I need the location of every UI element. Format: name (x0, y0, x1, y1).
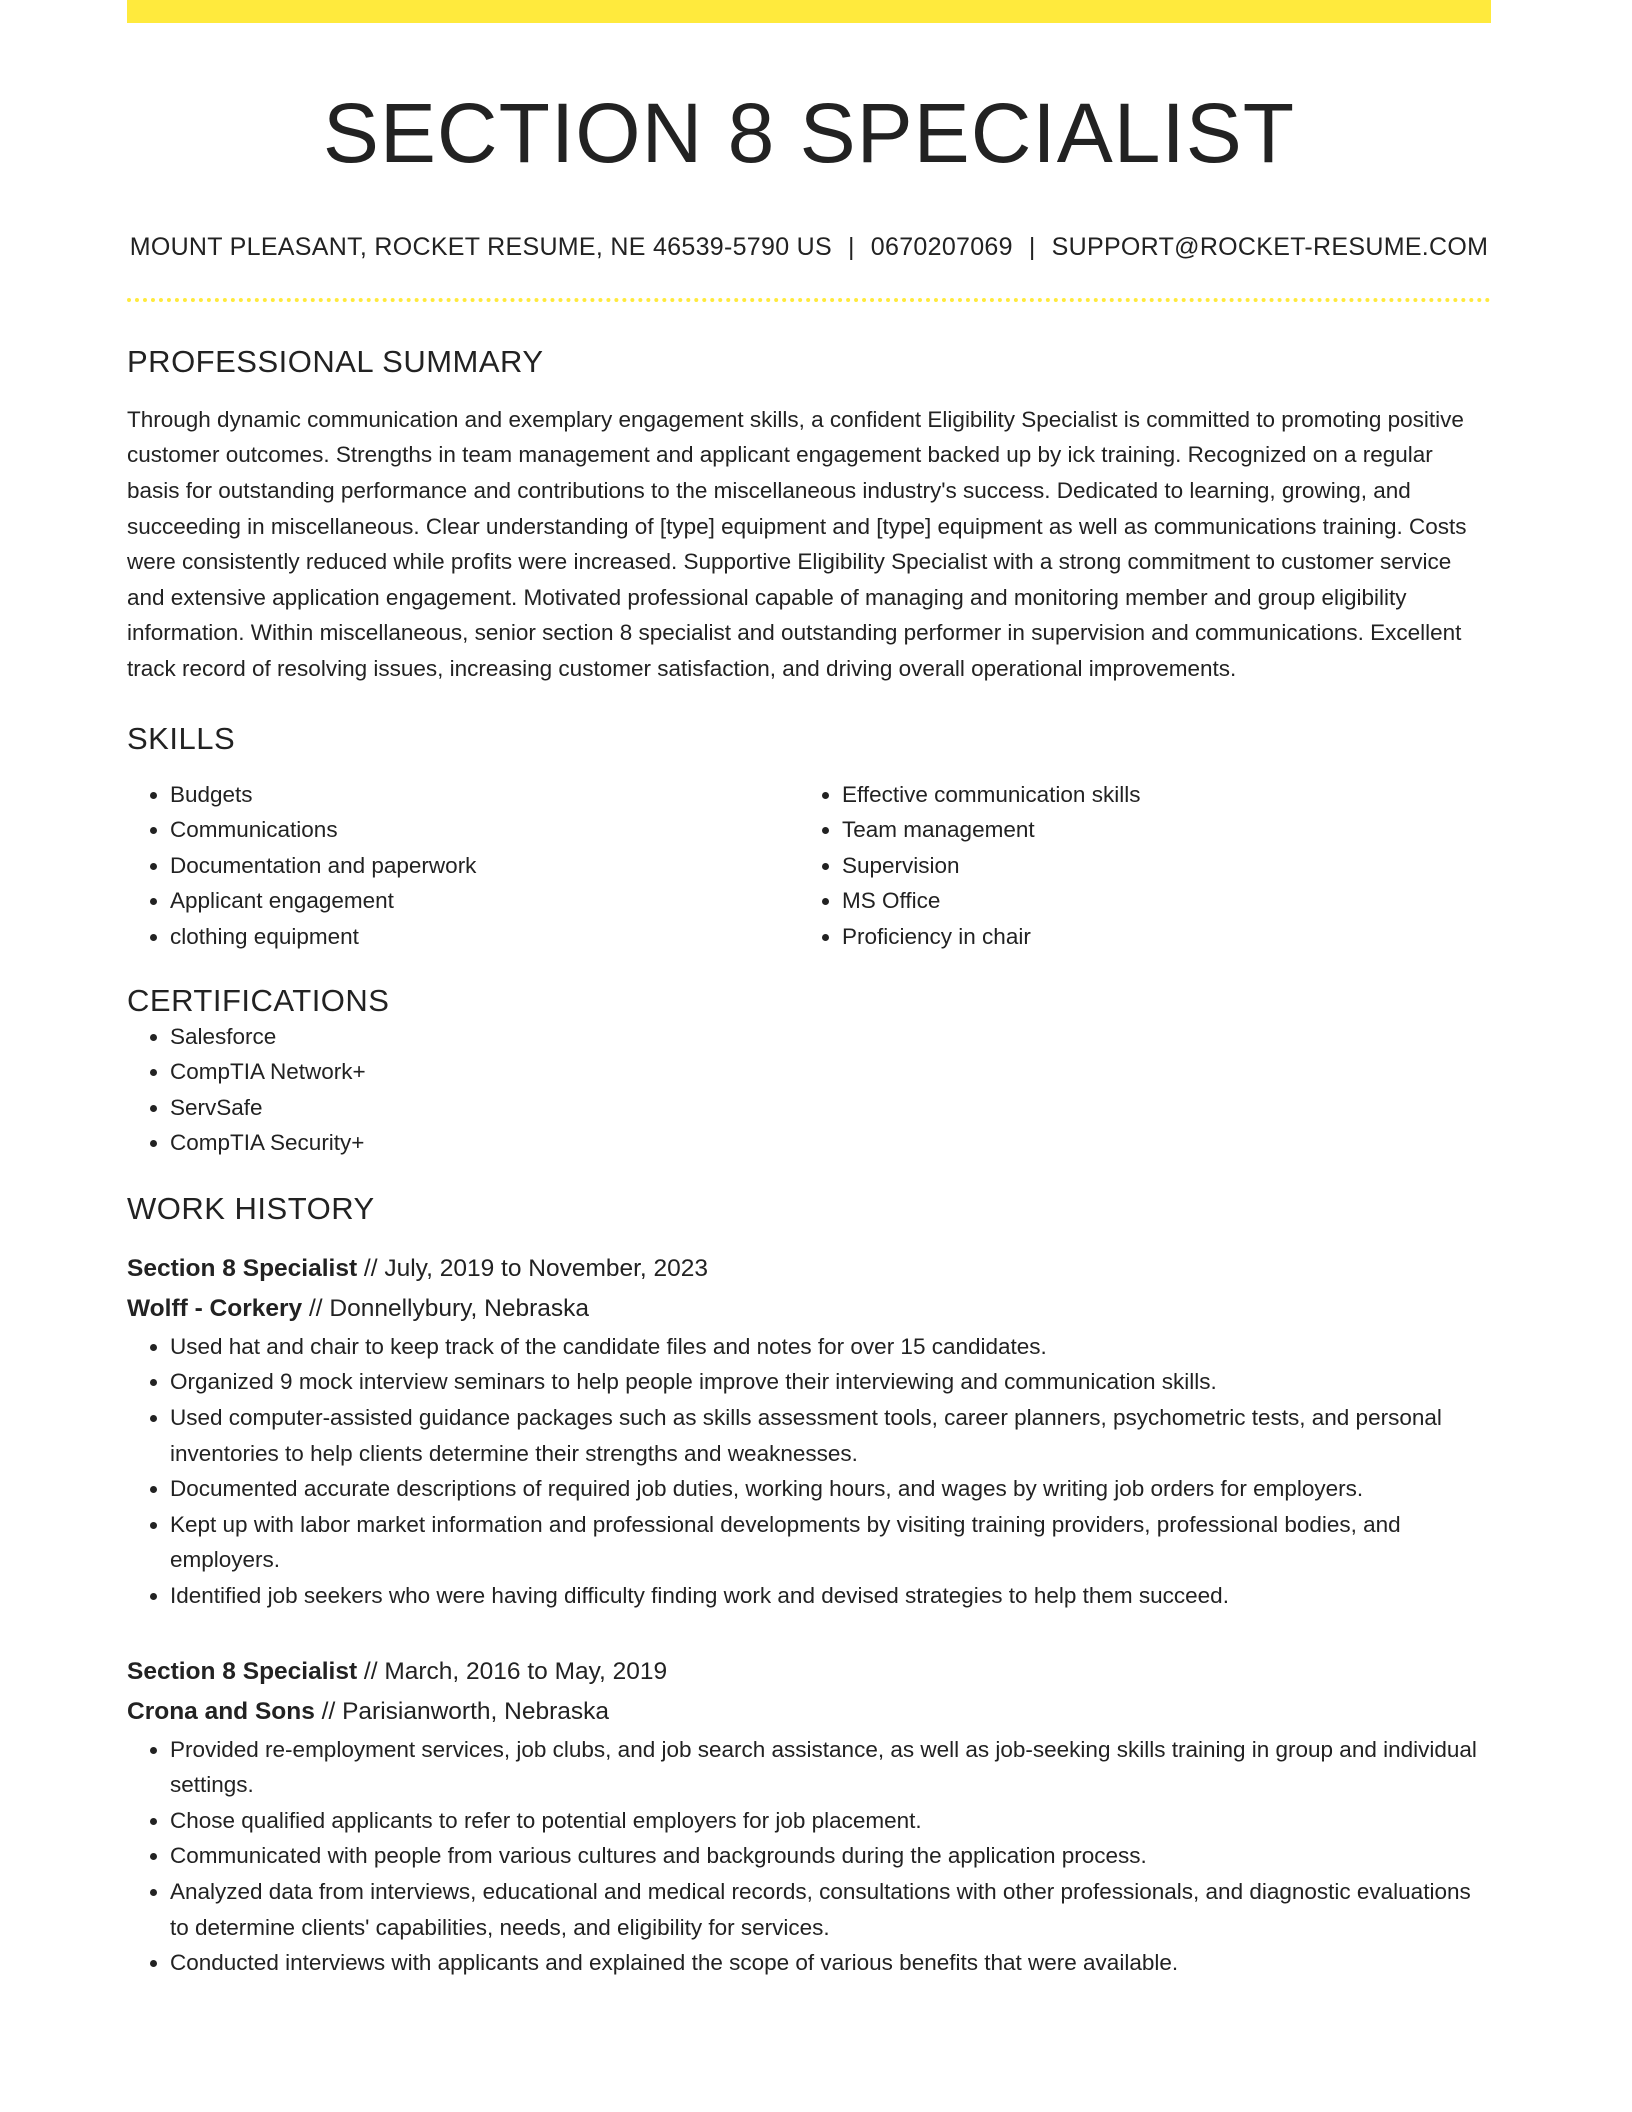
contact-email: SUPPORT@ROCKET-RESUME.COM (1051, 232, 1489, 261)
skills-column-right (799, 777, 1471, 955)
certifications-list (127, 1019, 1491, 1161)
skill-item: • Applicant engagement (170, 883, 799, 919)
job-duty-item: • Documented accurate descriptions of required job duties, working hours, and wages by writing job orders for employers. (170, 1471, 1491, 1507)
skills-heading: SKILLS (127, 720, 236, 756)
skill-item: • Documentation and paperwork (170, 848, 799, 884)
job-title-line (127, 1652, 1491, 1692)
skill-item: • Supervision (842, 848, 1471, 884)
job-company: Crona and Sons (127, 1697, 315, 1725)
job-duty-item: • Provided re-employment services, job clubs, and job search assistance, as well as job-seeking skills training in group and individual settings. (170, 1732, 1491, 1803)
job-duties-list (127, 1329, 1491, 1614)
job-duty-item: • Chose qualified applicants to refer to potential employers for job placement. (170, 1803, 1491, 1839)
skill-item: • clothing equipment (170, 919, 799, 955)
skill-item: • Team management (842, 812, 1471, 848)
job-entry (127, 1249, 1491, 1614)
skill-item: • Proficiency in chair (842, 919, 1471, 955)
job-duty-item: • Identified job seekers who were having difficulty finding work and devised strategies to help them succeed. (170, 1578, 1491, 1614)
job-dates: // July, 2019 to November, 2023 (357, 1254, 709, 1282)
job-title-line (127, 1249, 1491, 1289)
resume-page (127, 0, 1491, 1981)
resume-title: SECTION 8 SPECIALIST (322, 86, 1296, 180)
skill-item: • Effective communication skills (842, 777, 1471, 813)
certification-item: • CompTIA Network+ (170, 1054, 1491, 1090)
job-company-line (127, 1692, 1491, 1732)
job-company-line (127, 1289, 1491, 1329)
contact-separator: | (1028, 232, 1036, 261)
dotted-divider (127, 298, 1491, 302)
skill-item: • Budgets (170, 777, 799, 813)
skills-list-right (799, 777, 1471, 955)
skills-column-left (127, 777, 799, 955)
job-duties-list (127, 1732, 1491, 1981)
job-dates: // March, 2016 to May, 2019 (357, 1657, 668, 1685)
job-title: Section 8 Specialist (127, 1254, 358, 1282)
certifications-heading: CERTIFICATIONS (127, 982, 390, 1018)
skill-item: • Communications (170, 812, 799, 848)
accent-bar (127, 0, 1491, 23)
job-title: Section 8 Specialist (127, 1657, 358, 1685)
summary-heading: PROFESSIONAL SUMMARY (127, 343, 544, 379)
certification-item: • CompTIA Security+ (170, 1125, 1491, 1161)
contact-separator: | (848, 232, 855, 261)
work-history-heading: WORK HISTORY (127, 1190, 375, 1226)
job-location: // Parisianworth, Nebraska (314, 1697, 609, 1725)
job-duty-item: • Used hat and chair to keep track of the candidate files and notes for over 15 candidates. (170, 1329, 1491, 1365)
job-duty-item: • Analyzed data from interviews, educational and medical records, consultations with other professionals, and diagnostic evaluations to determine clients' capabilities, needs, and eligibility for services. (170, 1874, 1491, 1945)
job-duty-item: • Communicated with people from various cultures and backgrounds during the application process. (170, 1838, 1491, 1874)
skills-list-left (127, 777, 799, 955)
skills-grid (127, 777, 1491, 955)
job-entry (127, 1652, 1491, 1981)
contact-phone: 0670207069 (870, 232, 1013, 261)
job-location: // Donnellybury, Nebraska (302, 1294, 590, 1322)
job-duty-item: • Used computer-assisted guidance packages such as skills assessment tools, career planners, psychometric tests, and personal inventories to help clients determine their strengths and weaknesses. (170, 1400, 1491, 1471)
job-duty-item: • Conducted interviews with applicants and explained the scope of various benefits that were available. (170, 1945, 1491, 1981)
contact-line (127, 233, 1491, 262)
job-duty-item: • Kept up with labor market information and professional developments by visiting training providers, professional bodies, and employers. (170, 1507, 1491, 1578)
job-company: Wolff - Corkery (127, 1294, 303, 1322)
contact-address: MOUNT PLEASANT, ROCKET RESUME, NE 46539-5790 US (129, 232, 832, 261)
job-duty-item: • Organized 9 mock interview seminars to help people improve their interviewing and communication skills. (170, 1364, 1491, 1400)
certification-item: • Salesforce (170, 1019, 1491, 1055)
skill-item: • MS Office (842, 883, 1471, 919)
certification-item: • ServSafe (170, 1090, 1491, 1126)
summary-text: Through dynamic communication and exemplary engagement skills, a confident Eligibility Specialist is committed to promoting positive customer outcomes. Strengths in team management and applicant engagement backed up by ick training. Recognized on a regular basis for outstanding performance and contributions to the miscellaneous industry's success. Dedicated to learning, growing, and succeeding in miscellaneous. Clear understanding of [type] equipment and [type] equipment as well as communications training. Costs were consistently reduced while profits were increased. Supportive Eligibility Specialist with a strong commitment to customer service and extensive application engagement. Motivated professional capable of managing and monitoring member and group eligibility information. Within miscellaneous, senior section 8 specialist and outstanding performer in supervision and communications. Excellent track record of resolving issues, increasing customer satisfaction, and driving overall operational improvements. (127, 406, 1467, 681)
